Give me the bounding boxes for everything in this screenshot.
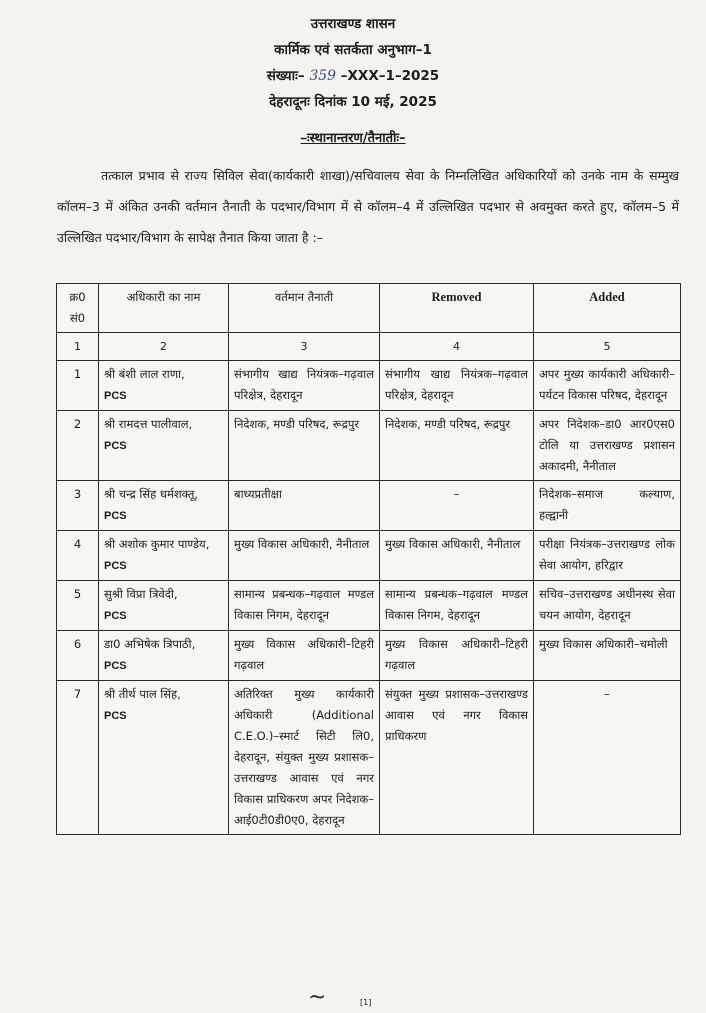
header-sno <box>57 284 99 333</box>
removed-posting: निदेशक, मण्डी परिषद, रूद्रपुर <box>380 411 534 481</box>
column-number-row <box>57 333 681 361</box>
column-number: 1 <box>57 333 99 361</box>
officer-service: PCS <box>104 710 127 722</box>
column-number: 5 <box>534 333 681 361</box>
officer-name: सुश्री विप्रा त्रिवेदी, <box>104 587 178 601</box>
officer-name: श्री बंशी लाल राणा, <box>104 367 185 381</box>
table-row <box>57 631 681 681</box>
officer-service: PCS <box>104 510 127 522</box>
page-number: [1] <box>360 998 372 1007</box>
officer-name-cell <box>99 361 229 411</box>
officer-name: श्री रामदत्त पालीवाल, <box>104 417 193 431</box>
order-number <box>0 66 706 84</box>
officer-name: श्री अशोक कुमार पाण्डेय, <box>104 537 210 551</box>
order-number-handwritten: 359 <box>309 68 337 84</box>
added-posting: मुख्य विकास अधिकारी–चमोली <box>534 631 681 681</box>
current-posting: निदेशक, मण्डी परिषद, रूद्रपुर <box>229 411 380 481</box>
column-number: 4 <box>380 333 534 361</box>
added-posting: अपर निदेशक–डा0 आर0एस0 टोलि या उत्तराखण्ड प्रशासन अकादमी, नैनीताल <box>534 411 681 481</box>
added-posting: परीक्षा नियंत्रक–उत्तराखण्ड लोक सेवा आयोग, हरिद्वार <box>534 531 681 581</box>
current-posting: संभागीय खाद्य नियंत्रक–गढ़वाल परिक्षेत्र, देहरादून <box>229 361 380 411</box>
header-added: Added <box>534 284 681 333</box>
officer-name: डा0 अभिषेक त्रिपाठी, <box>104 637 196 651</box>
table-row <box>57 481 681 531</box>
removed-posting: मुख्य विकास अधिकारी–टिहरी गढ़वाल <box>380 631 534 681</box>
current-posting: अतिरिक्त मुख्य कार्यकारी अधिकारी (Additional C.E.O.)–स्मार्ट सिटी लि0, देहरादून, संयुक्त मुख्य प्रशासक–उत्तराखण्ड आवास एवं नगर विकास प्राधिकरण अपर निदेशक–आई0टी0डी0ए0, देहरादून <box>229 681 380 835</box>
officer-service: PCS <box>104 560 127 572</box>
officer-name: श्री तीर्थ पाल सिंह, <box>104 687 181 701</box>
header-officer-name: अधिकारी का नाम <box>99 284 229 333</box>
officer-service: PCS <box>104 660 127 672</box>
added-posting: निदेशक–समाज कल्याण, हल्द्वानी <box>534 481 681 531</box>
officer-name-cell <box>99 531 229 581</box>
header-removed: Removed <box>380 284 534 333</box>
officer-name-cell <box>99 681 229 835</box>
current-posting: मुख्य विकास अधिकारी, नैनीताल <box>229 531 380 581</box>
serial-number: 2 <box>57 411 99 481</box>
current-posting: सामान्य प्रबन्धक–गढ़वाल मण्डल विकास निगम, देहरादून <box>229 581 380 631</box>
table-header-row <box>57 284 681 333</box>
table-row <box>57 531 681 581</box>
removed-posting: सामान्य प्रबन्धक–गढ़वाल मण्डल विकास निगम, देहरादून <box>380 581 534 631</box>
added-posting: – <box>534 681 681 835</box>
officer-service: PCS <box>104 440 127 452</box>
column-number: 3 <box>229 333 380 361</box>
added-posting: सचिव–उत्तराखण्ड अधीनस्थ सेवा चयन आयोग, देहरादून <box>534 581 681 631</box>
officer-service: PCS <box>104 610 127 622</box>
order-number-prefix: संख्याः– <box>266 68 305 84</box>
serial-number: 7 <box>57 681 99 835</box>
added-posting: अपर मुख्य कार्यकारी अधिकारी–पर्यटन विकास परिषद, देहरादून <box>534 361 681 411</box>
officer-name-cell <box>99 481 229 531</box>
header-sno-line1: क्र0 <box>69 290 86 304</box>
serial-number: 6 <box>57 631 99 681</box>
officer-name-cell <box>99 581 229 631</box>
signature-mark: ~ <box>308 985 327 1010</box>
officer-service: PCS <box>104 390 127 402</box>
removed-posting: – <box>380 481 534 531</box>
header-current-posting: वर्तमान तैनाती <box>229 284 380 333</box>
removed-posting: मुख्य विकास अधिकारी, नैनीताल <box>380 531 534 581</box>
department-name: कार्मिक एवं सतर्कता अनुभाग–1 <box>274 42 432 58</box>
officer-name: श्री चन्द्र सिंह धर्मशक्तू, <box>104 487 199 501</box>
officer-name-cell <box>99 411 229 481</box>
serial-number: 1 <box>57 361 99 411</box>
removed-posting: संभागीय खाद्य नियंत्रक–गढ़वाल परिक्षेत्र, देहरादून <box>380 361 534 411</box>
table-row <box>57 681 681 835</box>
table-row <box>57 361 681 411</box>
table-row <box>57 411 681 481</box>
officer-name-cell <box>99 631 229 681</box>
table-row <box>57 581 681 631</box>
order-number-suffix: –XXX–1–2025 <box>340 68 440 84</box>
current-posting: मुख्य विकास अधिकारी–टिहरी गढ़वाल <box>229 631 380 681</box>
transfer-table <box>56 283 681 835</box>
header-sno-line2: सं0 <box>69 311 86 325</box>
order-date: देहरादूनः दिनांक 10 मई, 2025 <box>269 94 437 110</box>
serial-number: 3 <box>57 481 99 531</box>
current-posting: बाध्यप्रतीक्षा <box>229 481 380 531</box>
order-intro-paragraph: तत्काल प्रभाव से राज्य सिविल सेवा(कार्यकारी शाखा)/सचिवालय सेवा के निम्नलिखित अधिकारियों को उनके नाम के सम्मुख कॉलम–3 में अंकित उनकी वर्तमान तैनाती के पदभार/विभाग में से कॉलम–4 में उल्लिखित पदभार से अवमुक्त करते हुए, कॉलम–5 में उल्लिखित पदभार/विभाग के सापेक्ष तैनात किया जाता है :– <box>57 168 679 245</box>
column-number: 2 <box>99 333 229 361</box>
serial-number: 5 <box>57 581 99 631</box>
government-name: उत्तराखण्ड शासन <box>310 16 396 32</box>
order-subject: –ःस्थानान्तरण/तैनातीः– <box>300 131 406 146</box>
removed-posting: संयुक्त मुख्य प्रशासक–उत्तराखण्ड आवास एवं नगर विकास प्राधिकरण <box>380 681 534 835</box>
serial-number: 4 <box>57 531 99 581</box>
